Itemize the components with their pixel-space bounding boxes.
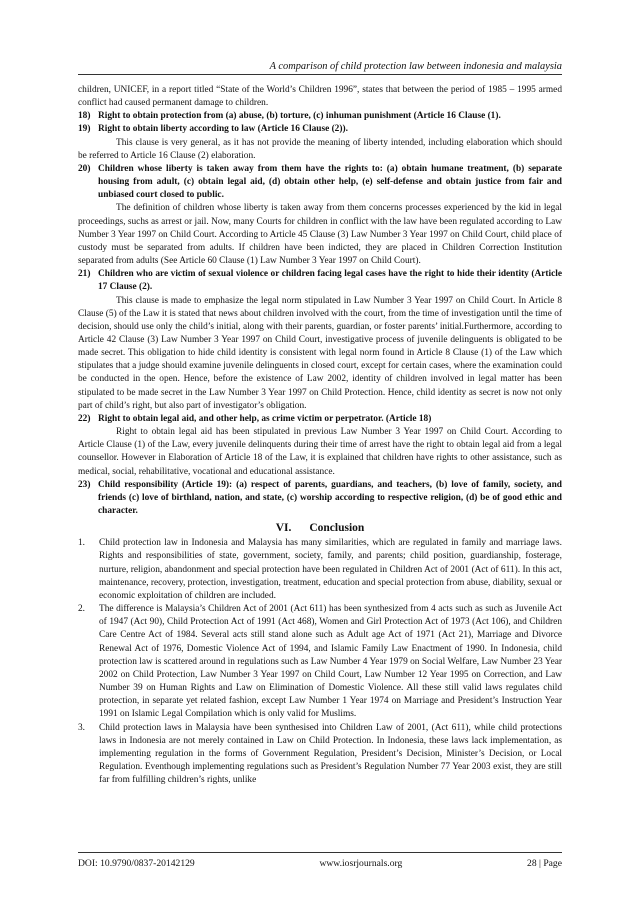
paragraph-21: This clause is made to emphasize the legal norm stipulated in Law Number 3 Year 1997 on Child Court. In Article 8 Clause (5) of the Law it is stated that news about children involved with the court, from the time of investigation until the time of decision, should use only the child’s initial, along with their parents, guardian, or foster parents’ initial.Furthermore, according to Article 42 Clause (3) Law Number 3 Year 1997 on Child Court, investigative process of juvenile delinguents is obligated to be made secret. This obligation to hide child identity is consistent with legal norm found in Article 8 Clause (1) of the Law which stipulates that a judge should examine juvenile delinguents in closed court, except for certain cases, where the examination could be conducted in the open. Hence, before the existence of Law 2002, identity of children involved in legal matter has been stipulated to be made secret in the Law Number 3 Year 1997 on Child Protection. Hence, child identity as secret is now not only part of child’s right, but also part of investigator’s obligation.: [78, 295, 562, 411]
conclusion-item-2: [78, 603, 562, 721]
item-text: Child responsibility (Article 19): (a) respect of parents, guardians, and teachers, (b) love of family, society, and friends (c) love of birthland, nation, and state, (c) worship according to respective religion, (d) be of good ethic and character.: [98, 479, 562, 516]
conclusion-item-3: [78, 722, 562, 788]
page-number: 28 | Page: [527, 858, 562, 869]
item-number: 23): [78, 479, 91, 490]
conclusion-text: The difference is Malaysia’s Children Act of 2001 (Act 611) has been synthesized from 4 acts such as such as Juvenile Act of 1947 (Act 90), Child Protection Act of 1991 (Act 468), Women and Girl Protection Act of 1973 (Act 106), and Children Care Centre Act of 1984. Several acts still stand alone such as Adult age Act of 1971 (Act 21), Marriage and Divorce Renewal Act of 1976, Domestic Violence Act of 1994, and Islamic Family Law Enactment of 1990. In Indonesia, child protection law is scattered around in regulations such as Law Number 4 Year 1979 on Social Welfare, Law Number 23 Year 2002 on Child Protection, Law Number 3 Year 1997 on Child Court, Law Number 12 Year 1995 on Correction, and Law Number 39 on Human Rights and Law on Elimination of Domestic Violence. All these still valid laws regulates child protection, in separate yet related fashion, except Law Number 1 Year 1974 on Marriage and President’s Instruction Year 1991 on Islamic Legal Compilation which is only valid for Muslims.: [99, 604, 562, 720]
item-text: Right to obtain legal aid, and other help, as crime victim or perpetrator. (Article 18): [98, 413, 432, 424]
section-heading: [78, 522, 562, 535]
item-number: 18): [78, 111, 91, 122]
conclusion-number: 1.: [78, 538, 86, 549]
article-body: [78, 84, 562, 787]
section-title: Conclusion: [309, 522, 365, 535]
section-number: VI.: [275, 522, 292, 535]
paragraph-19: This clause is very general, as it has not provide the meaning of liberty intended, including elaboration which should be referred to Article 16 Clause (2) elaboration.: [78, 137, 562, 161]
conclusion-number: 2.: [78, 604, 86, 615]
conclusion-number: 3.: [78, 722, 86, 733]
item-text: Children who are victim of sexual violence or children facing legal cases have the right to hide their identity (Article 17 Clause (2).: [98, 269, 562, 293]
journal-website: www.iosrjournals.org: [319, 858, 403, 869]
item-text: Children whose liberty is taken away from them have the rights to: (a) obtain humane treatment, (b) separate housing from adult, (c) obtain legal aid, (d) obtain other help, (e) self-defense and obtain justice from fair and unbiased court closed to public.: [98, 163, 562, 201]
item-number: 20): [78, 163, 91, 174]
list-item-19: [78, 123, 562, 136]
item-number: 19): [78, 124, 91, 135]
item-number: 21): [78, 269, 91, 280]
conclusion-text: Child protection laws in Malaysia have been synthesised into Children Law of 2001, (Act 611), while child protections laws in Indonesia are not merely contained in Law on Child Protection. In Indonesia, these laws lack implementation, as implementing regulation in the forms of Government Regulation, President’s Decision, Minister’s Decision, or Local Regulation. Eventhough implementing regulations such as President’s Regulation Number 77 Year 2003 exist, they are still far from fulfilling children’s rights, unlike: [99, 722, 562, 786]
paragraph-20: The definition of children whose liberty is taken away from them concerns processes experienced by the kid in legal proceedings, suchs as arrest or jail. Now, many Courts for children in conflict with the law have been regulated according to Law Number 3 Year 1997 on Child Court. According to Article 45 Clause (3) Law Number 3 Year 1997 on Child Court, child place of custody must be separated from adults. If children have been indicted, they are placed in Children Correction Institution separated from adults (See Article 60 Clause (1) Law Number 3 Year 1997 on Child Court).: [78, 203, 562, 267]
page-footer: [78, 852, 562, 869]
conclusion-item-1: [78, 537, 562, 603]
conclusion-text: Child protection law in Indonesia and Malaysia has many similarities, which are regulated in family and marriage laws. Rights and responsibilities of state, government, society, family, and parents; child position, guardianship, fosterage, nurture, religion, abandonment and special protection have been regulated in Children Act of 2001 (Act of 611). In this act, maintenance, recovery, protection, investigation, treatment, education and special protection from abuse, diability, sexual or economic exploitation of children are included.: [99, 538, 562, 601]
list-item-20: [78, 163, 562, 202]
paragraph-22: Right to obtain legal aid has been stipulated in previous Law Number 3 Year 1997 on Child Court. According to Article Clause (1) of the Law, every juvenile delinquents during their time of arrest have the right to obtain legal aid from a legal counsellor. However in Elaboration of Article 18 of the Law, it is explained that children have rights to other assistance, such as medical, social, rehabilitative, vocational and educational assistance.: [78, 427, 562, 477]
list-item-23: [78, 479, 562, 518]
item-text: Right to obtain liberty according to law (Article 16 Clause (2)).: [98, 124, 348, 135]
running-header: A comparison of child protection law between indonesia and malaysia: [78, 61, 562, 75]
list-item-18: [78, 110, 562, 123]
intro-paragraph: children, UNICEF, in a report titled “State of the World’s Children 1996”, states that between the period of 1985 – 1995 armed conflict had caused permanent damage to children.: [78, 85, 562, 109]
list-item-22: [78, 413, 562, 426]
item-number: 22): [78, 413, 91, 424]
doi-text: DOI: 10.9790/0837-20142129: [78, 858, 195, 869]
list-item-21: [78, 268, 562, 294]
item-text: Right to obtain protection from (a) abuse, (b) torture, (c) inhuman punishment (Article 16 Clause (1).: [98, 111, 501, 122]
